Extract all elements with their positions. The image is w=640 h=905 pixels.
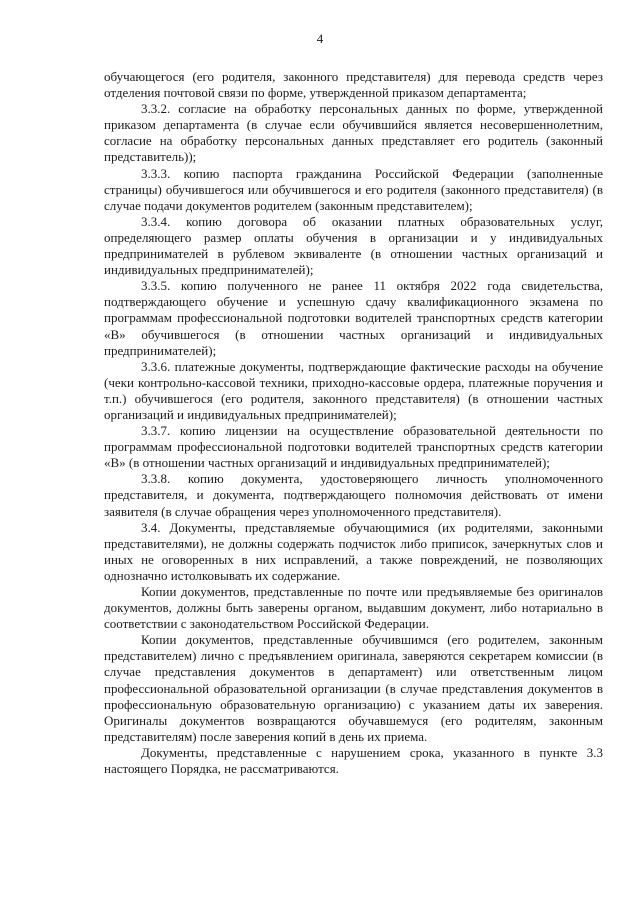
paragraph-copies-in-person: Копии документов, представленные обучившимся (его родителем, законным представителем) лично с предъявлением оригинала, заверяются секретарем комиссии (в случае представления документов в департамент) или ответственным лицом профессиональной образовательной организации (в случае представления документов в профессиональную образовательную организацию) с указанием даты их заверения. Оригиналы документов возвращаются обучавшемуся (его родителям, законным представителям) после заверения копий в день их приема. bbox=[104, 632, 603, 744]
paragraph-3-3-8: 3.3.8. копию документа, удостоверяющего личность уполномоченного представителя, и документа, подтверждающего полномочия действовать от имени заявителя (в случае обращения через уполномоченного представителя). bbox=[104, 471, 603, 519]
paragraph-3-3-4: 3.3.4. копию договора об оказании платных образовательных услуг, определяющего размер оплаты обучения в организации и у индивидуальных предпринимателей в рублевом эквиваленте (в отношении частных организаций и индивидуальных предпринимателей); bbox=[104, 213, 603, 278]
paragraph-continuation: обучающегося (его родителя, законного представителя) для перевода средств через отделения почтовой связи по форме, утвержденной приказом департамента; bbox=[104, 69, 603, 101]
paragraph-3-4: 3.4. Документы, представляемые обучающимися (их родителями, законными представителями), не должны содержать подчисток либо приписок, зачеркнутых слов и иных не оговоренных в них исправлений, а также повреждений, не позволяющих однозначно истолковывать их содержание. bbox=[104, 519, 603, 583]
paragraph-copies-by-mail: Копии документов, представленные по почте или предъявляемые без оригиналов документов, должны быть заверены органом, выдавшим документ, либо нотариально в соответствии с законодательством Российской Федерации. bbox=[104, 584, 603, 632]
paragraph-3-3-6: 3.3.6. платежные документы, подтверждающие фактические расходы на обучение (чеки контрольно-кассовой техники, приходно-кассовые ордера, платежные поручения и т.п.) обучившегося (его родителя, законного представителя) (в отношении частных организаций и индивидуальных предпринимателей); bbox=[104, 358, 603, 422]
paragraph-3-3-3: 3.3.3. копию паспорта гражданина Российской Федерации (заполненные страницы) обучившегося или обучившегося и его родителя (законного представителя) (в случае подачи документов родителем (законным представителем); bbox=[104, 165, 603, 213]
paragraph-3-3-7: 3.3.7. копию лицензии на осуществление образовательной деятельности по программам профессиональной подготовки водителей транспортных средств категории «В» (в отношении частных организаций и индивидуальных предпринимателей); bbox=[104, 423, 603, 471]
paragraph-3-3-2: 3.3.2. согласие на обработку персональных данных по форме, утвержденной приказом департамента (в случае если обучившийся является несовершеннолетним, согласие на обработку персональных данных представляет его родитель (законный представитель)); bbox=[104, 101, 603, 165]
document-body bbox=[104, 69, 603, 777]
paragraph-3-3-5: 3.3.5. копию полученного не ранее 11 октября 2022 года свидетельства, подтверждающего обучение и успешную сдачу квалификационного экзамена по программам профессиональной подготовки водителей транспортных средств категории «В» обучившегося (в отношении частных организаций и индивидуальных предпринимателей); bbox=[104, 278, 603, 358]
paragraph-late-documents: Документы, представленные с нарушением срока, указанного в пункте 3.3 настоящего Порядка, не рассматриваются. bbox=[104, 744, 603, 777]
page-number: 4 bbox=[316, 31, 324, 46]
